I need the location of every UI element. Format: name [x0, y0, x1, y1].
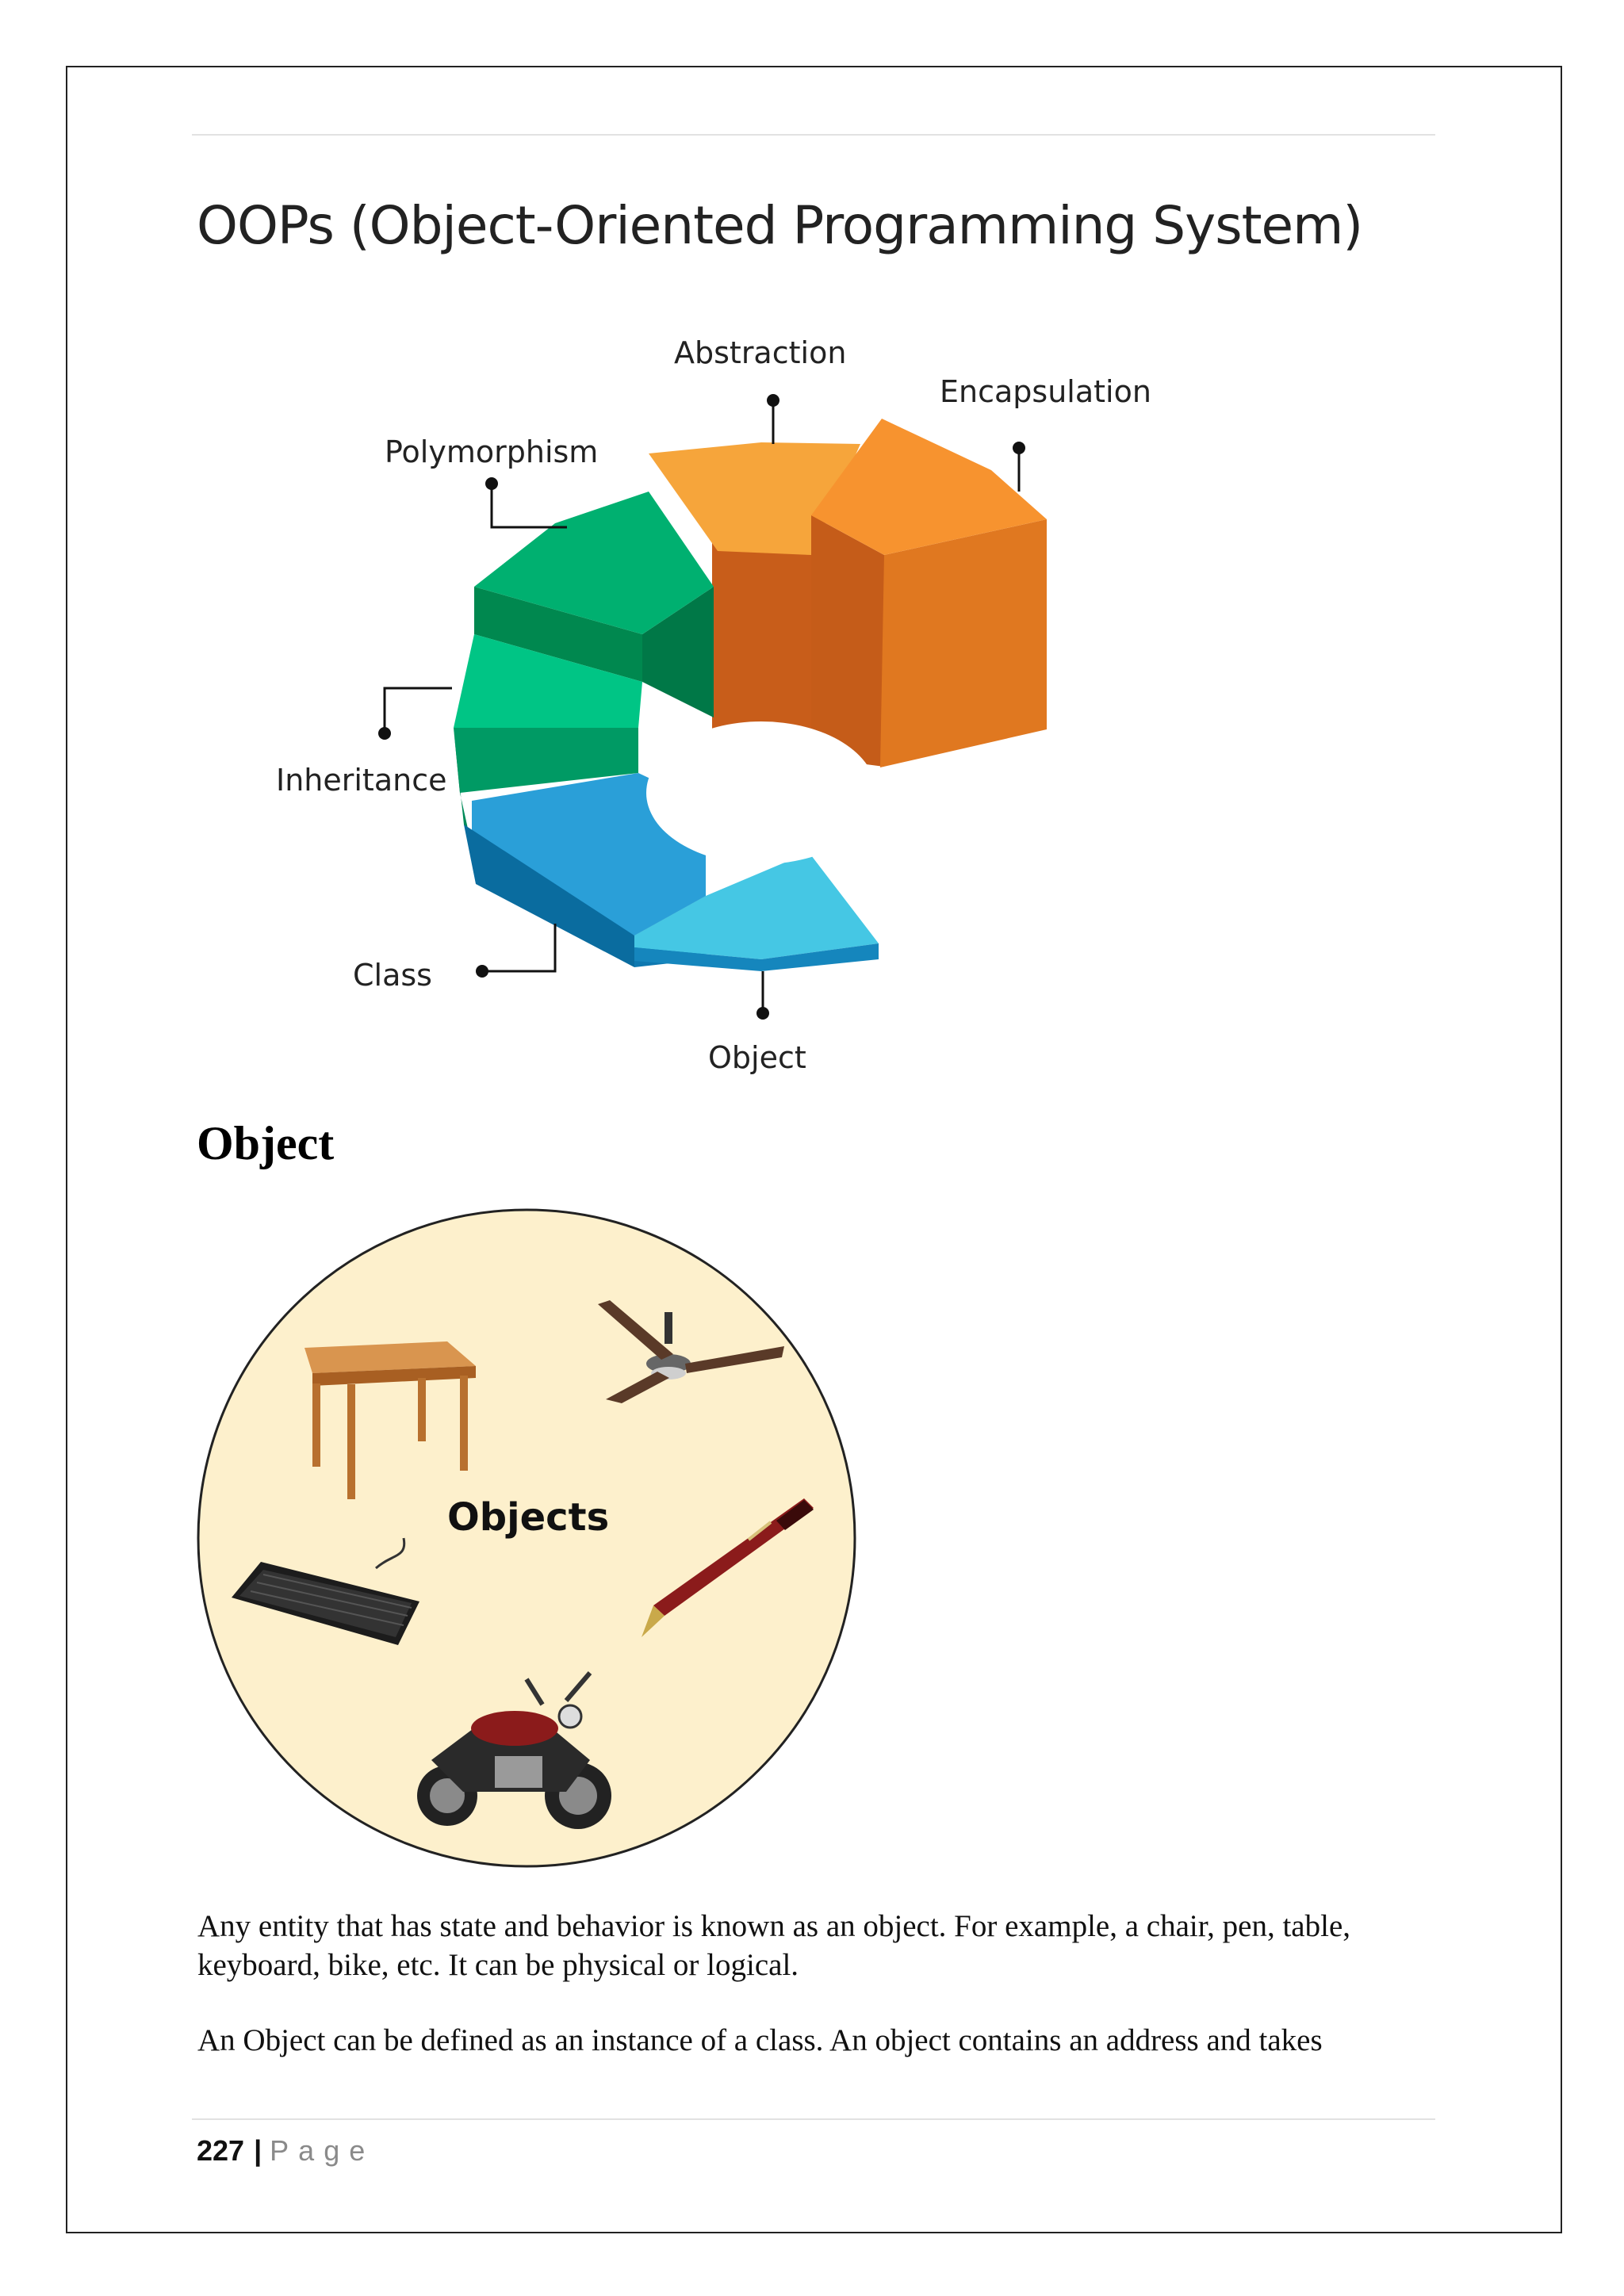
label-abstraction: Abstraction — [674, 335, 847, 370]
section-heading-object: Object — [197, 1117, 335, 1169]
label-object: Object — [708, 1040, 806, 1075]
label-class: Class — [353, 958, 432, 993]
footer-rule — [192, 2118, 1435, 2120]
page-footer — [197, 2134, 374, 2168]
footer-separator: | — [254, 2134, 262, 2167]
diagram-center-hole — [646, 721, 876, 864]
oops-concepts-diagram — [262, 317, 1182, 1094]
label-polymorphism: Polymorphism — [385, 434, 599, 469]
label-inheritance: Inheritance — [276, 763, 447, 798]
page-number: 227 — [197, 2134, 245, 2167]
objects-label: Objects — [447, 1495, 610, 1540]
objects-figure — [193, 1205, 860, 1871]
footer-page-word: Page — [270, 2134, 375, 2167]
label-encapsulation: Encapsulation — [940, 374, 1151, 409]
header-rule — [192, 134, 1435, 136]
page-title: OOPs (Object-Oriented Programming System) — [197, 195, 1363, 256]
paragraph-object-definition: Any entity that has state and behavior is known as an object. For example, a chair, pen, table, keyboard, bike, etc. It can be physical or logical. — [197, 1909, 1351, 1982]
encapsulation-block — [811, 419, 1047, 767]
paragraph-object-instance: An Object can be defined as an instance of a class. An object contains an address and takes — [197, 2023, 1323, 2057]
